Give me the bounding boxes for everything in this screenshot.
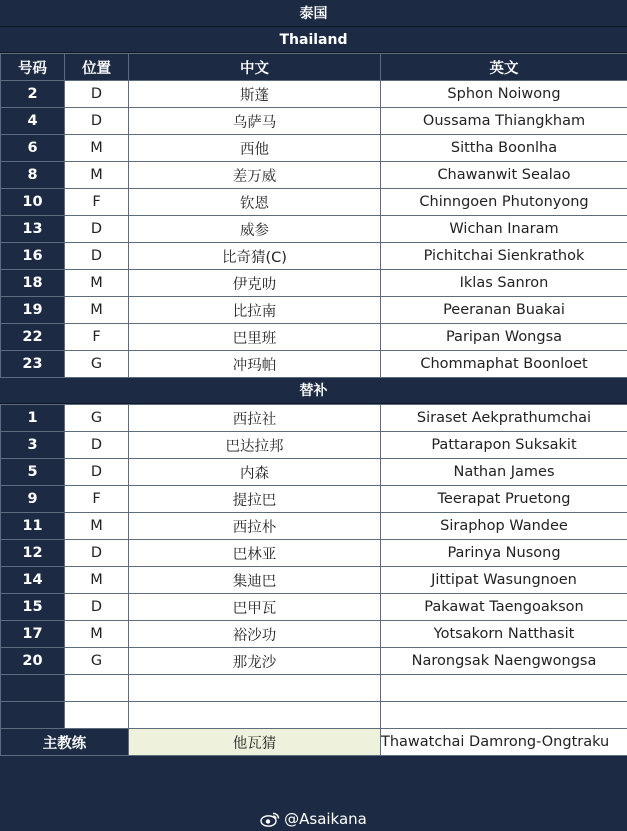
- player-number: 9: [1, 486, 65, 513]
- player-name-cn: 乌萨马: [129, 108, 381, 135]
- player-position: D: [65, 459, 129, 486]
- player-name-en: Chommaphat Boonloet: [381, 351, 627, 378]
- player-position: G: [65, 351, 129, 378]
- player-name-en: Chinngoen Phutonyong: [381, 189, 627, 216]
- player-number: 3: [1, 432, 65, 459]
- player-position: M: [65, 621, 129, 648]
- player-position: M: [65, 567, 129, 594]
- player-row: [1, 486, 627, 513]
- player-number: 16: [1, 243, 65, 270]
- player-number: 23: [1, 351, 65, 378]
- player-position: D: [65, 432, 129, 459]
- player-position: G: [65, 648, 129, 675]
- player-name-en: Chawanwit Sealao: [381, 162, 627, 189]
- empty-cell: [129, 702, 381, 729]
- player-name-cn: 那龙沙: [129, 648, 381, 675]
- player-row: [1, 513, 627, 540]
- player-name-cn: 西拉朴: [129, 513, 381, 540]
- starters-table: [0, 53, 627, 378]
- player-position: D: [65, 594, 129, 621]
- player-position: F: [65, 486, 129, 513]
- player-name-en: Oussama Thiangkham: [381, 108, 627, 135]
- player-position: F: [65, 324, 129, 351]
- empty-cell: [65, 702, 129, 729]
- player-number: 15: [1, 594, 65, 621]
- player-position: M: [65, 135, 129, 162]
- player-name-en: Siraphop Wandee: [381, 513, 627, 540]
- country-title-en: Thailand: [0, 27, 627, 53]
- coach-table: [0, 728, 627, 756]
- player-number: 1: [1, 405, 65, 432]
- player-name-cn: 威参: [129, 216, 381, 243]
- empty-cell: [381, 675, 627, 702]
- player-name-cn: 巴林亚: [129, 540, 381, 567]
- player-row: [1, 567, 627, 594]
- player-number: 13: [1, 216, 65, 243]
- player-name-en: Parinya Nusong: [381, 540, 627, 567]
- player-row: [1, 162, 627, 189]
- subs-table: [0, 404, 627, 675]
- player-position: D: [65, 540, 129, 567]
- player-name-en: Teerapat Pruetong: [381, 486, 627, 513]
- player-number: 4: [1, 108, 65, 135]
- player-name-cn: 集迪巴: [129, 567, 381, 594]
- player-name-en: Sphon Noiwong: [381, 81, 627, 108]
- empty-cell: [129, 675, 381, 702]
- player-position: G: [65, 405, 129, 432]
- player-name-cn: 钦恩: [129, 189, 381, 216]
- player-row: [1, 351, 627, 378]
- player-position: D: [65, 108, 129, 135]
- player-name-en: Peeranan Buakai: [381, 297, 627, 324]
- player-name-en: Pattarapon Suksakit: [381, 432, 627, 459]
- player-name-en: Iklas Sanron: [381, 270, 627, 297]
- player-name-cn: 巴甲瓦: [129, 594, 381, 621]
- player-row: [1, 108, 627, 135]
- player-number: 12: [1, 540, 65, 567]
- player-name-cn: 差万威: [129, 162, 381, 189]
- coach-name-cn: 他瓦猜: [129, 729, 381, 756]
- player-row: [1, 189, 627, 216]
- player-name-cn: 内森: [129, 459, 381, 486]
- player-number: 17: [1, 621, 65, 648]
- player-name-en: Nathan James: [381, 459, 627, 486]
- player-number: 14: [1, 567, 65, 594]
- coach-label: 主教练: [1, 729, 129, 756]
- player-number: 8: [1, 162, 65, 189]
- empty-cell: [1, 702, 65, 729]
- header-chinese: 中文: [129, 54, 381, 81]
- player-row: [1, 459, 627, 486]
- player-row: [1, 540, 627, 567]
- country-title-cn: 泰国: [0, 0, 627, 27]
- player-row: [1, 270, 627, 297]
- player-position: D: [65, 81, 129, 108]
- player-row: [1, 216, 627, 243]
- player-name-cn: 斯蓬: [129, 81, 381, 108]
- player-name-en: Narongsak Naengwongsa: [381, 648, 627, 675]
- player-name-en: Yotsakorn Natthasit: [381, 621, 627, 648]
- player-position: M: [65, 270, 129, 297]
- player-row: [1, 405, 627, 432]
- empty-row: [1, 675, 627, 702]
- weibo-icon: [260, 811, 280, 827]
- player-position: M: [65, 513, 129, 540]
- player-row: [1, 648, 627, 675]
- player-name-en: Pakawat Taengoakson: [381, 594, 627, 621]
- player-name-cn: 西他: [129, 135, 381, 162]
- header-number: 号码: [1, 54, 65, 81]
- player-name-cn: 提拉巴: [129, 486, 381, 513]
- player-row: [1, 324, 627, 351]
- player-row: [1, 135, 627, 162]
- player-name-cn: 冲玛帕: [129, 351, 381, 378]
- player-number: 6: [1, 135, 65, 162]
- player-row: [1, 621, 627, 648]
- player-name-cn: 西拉社: [129, 405, 381, 432]
- player-row: [1, 243, 627, 270]
- player-row: [1, 297, 627, 324]
- player-number: 18: [1, 270, 65, 297]
- empty-cell: [1, 675, 65, 702]
- player-number: 2: [1, 81, 65, 108]
- header-position: 位置: [65, 54, 129, 81]
- empty-cell: [65, 675, 129, 702]
- player-name-cn: 伊克叻: [129, 270, 381, 297]
- player-number: 19: [1, 297, 65, 324]
- player-name-en: Paripan Wongsa: [381, 324, 627, 351]
- header-english: 英文: [381, 54, 627, 81]
- player-row: [1, 432, 627, 459]
- player-position: F: [65, 189, 129, 216]
- coach-row: [1, 729, 627, 756]
- player-name-en: Siraset Aekprathumchai: [381, 405, 627, 432]
- watermark: [0, 807, 627, 831]
- player-name-cn: 巴里班: [129, 324, 381, 351]
- player-number: 22: [1, 324, 65, 351]
- player-name-en: Sittha Boonlha: [381, 135, 627, 162]
- player-number: 10: [1, 189, 65, 216]
- player-position: M: [65, 297, 129, 324]
- player-name-cn: 裕沙功: [129, 621, 381, 648]
- player-position: D: [65, 216, 129, 243]
- player-position: M: [65, 162, 129, 189]
- player-position: D: [65, 243, 129, 270]
- player-number: 20: [1, 648, 65, 675]
- player-name-en: Pichitchai Sienkrathok: [381, 243, 627, 270]
- player-number: 11: [1, 513, 65, 540]
- player-name-en: Jittipat Wasungnoen: [381, 567, 627, 594]
- empty-row: [1, 702, 627, 729]
- player-name-cn: 比奇猜(C): [129, 243, 381, 270]
- table-header-row: [1, 54, 627, 81]
- player-name-cn: 比拉南: [129, 297, 381, 324]
- empty-rows-table: [0, 674, 627, 729]
- watermark-text: @Asaikana: [284, 810, 367, 828]
- player-number: 5: [1, 459, 65, 486]
- player-row: [1, 81, 627, 108]
- player-name-en: Wichan Inaram: [381, 216, 627, 243]
- player-row: [1, 594, 627, 621]
- coach-name-en: Thawatchai Damrong-Ongtraku: [381, 729, 627, 756]
- subs-title: 替补: [0, 377, 627, 404]
- empty-cell: [381, 702, 627, 729]
- player-name-cn: 巴达拉邦: [129, 432, 381, 459]
